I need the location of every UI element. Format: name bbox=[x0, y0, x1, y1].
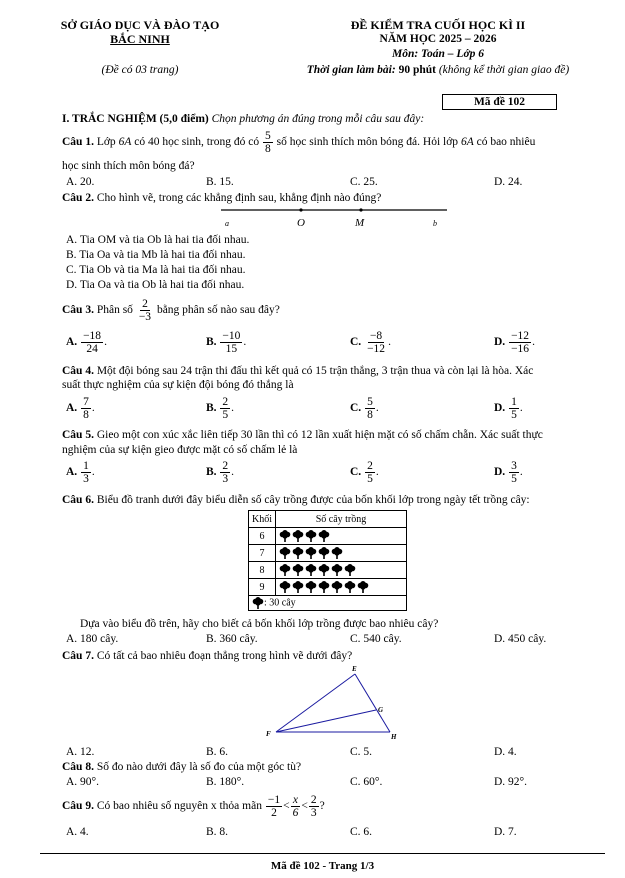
grade-cell: 9 bbox=[249, 579, 276, 596]
question-5-line2: nghiệm của sự kiện gieo được mặt có số chấm lẻ là bbox=[62, 444, 298, 456]
tree-cell bbox=[276, 528, 407, 545]
q8-option-a: A. 90°. bbox=[66, 776, 100, 788]
ray-figure bbox=[215, 204, 455, 230]
tree-icon bbox=[278, 564, 291, 575]
q2-option-b: B. Tia Oa và tia Mb là hai tia đối nhau. bbox=[66, 249, 246, 261]
tree-icon bbox=[356, 581, 369, 592]
q3-option-a: A. $\frac{-18}{24}$ . bbox=[66, 330, 107, 355]
tree-icon bbox=[291, 530, 304, 541]
legend-cell bbox=[249, 596, 407, 611]
question-2: Câu 2. Cho hình vẽ, trong các khẳng định sau, khẳng định nào đúng? bbox=[62, 192, 382, 204]
tree-icon bbox=[251, 597, 264, 608]
q8-option-d: D. 92°. bbox=[494, 776, 528, 788]
q4-option-d: D. $\frac{1}{5}$ . bbox=[494, 396, 523, 421]
page-footer: Mã đề 102 - Trang 1/3 bbox=[270, 860, 375, 872]
grade-cell: 6 bbox=[249, 528, 276, 545]
question-4: Câu 4. Một đội bóng sau 24 trận thi đấu thì kết quả có 15 trận thắng, 3 trận thua và còn lại là hòa. Xác bbox=[62, 365, 534, 377]
q9-option-a: A. 4. bbox=[66, 826, 89, 838]
q8-option-b: B. 180°. bbox=[206, 776, 245, 788]
q9-option-d: D. 7. bbox=[494, 826, 517, 838]
q5-option-d: D. $\frac{3}{5}$ . bbox=[494, 460, 523, 485]
q2-option-d: D. Tia Oa và tia Ob là hai tia đối nhau. bbox=[66, 279, 245, 291]
segment-eh bbox=[355, 674, 390, 732]
tree-icon bbox=[291, 564, 304, 575]
q7-option-a: A. 12. bbox=[66, 746, 95, 758]
label-o: O bbox=[297, 217, 305, 229]
exam-code-box: Mã đề 102 bbox=[442, 94, 557, 110]
head-grade: Khối bbox=[249, 511, 276, 528]
tree-icon bbox=[304, 530, 317, 541]
q1-option-b: B. 15. bbox=[206, 176, 234, 188]
q9-option-c: C. 6. bbox=[350, 826, 373, 838]
q3-option-c: C. $\frac{-8}{-12}$ . bbox=[350, 330, 391, 355]
point-m bbox=[359, 208, 362, 211]
question-4-line2: suất thực nghiệm của sự kiện đội bóng đó thắng là bbox=[62, 379, 294, 391]
label-f: F bbox=[266, 730, 271, 738]
question-3: Câu 3. Phân số $\frac{2}{-3}$ bằng phân số nào sau đây? bbox=[62, 298, 280, 323]
tree-icon bbox=[343, 564, 356, 575]
tree-icon bbox=[304, 547, 317, 558]
section-title: I. TRẮC NGHIỆM (5,0 điểm) Chọn phương án đúng trong mỗi câu sau đây: bbox=[62, 113, 425, 125]
picture-chart bbox=[248, 510, 407, 611]
label-m: M bbox=[355, 217, 365, 229]
time-info: Thời gian làm bài: 90 phút (không kể thời gian giao đề) bbox=[306, 64, 570, 76]
tree-icon bbox=[317, 564, 330, 575]
question-6: Câu 6. Biểu đồ tranh dưới đây biểu diễn số cây trồng được của bốn khối lớp trong ngày tết trồng cây: bbox=[62, 494, 530, 506]
q5-option-a: A. $\frac{1}{3}$ . bbox=[66, 460, 95, 485]
q4-option-c: C. $\frac{5}{8}$ . bbox=[350, 396, 379, 421]
tree-icon bbox=[317, 547, 330, 558]
label-g: G bbox=[378, 706, 384, 714]
label-b: b bbox=[433, 219, 437, 228]
subject: Môn: Toán – Lớp 6 bbox=[391, 48, 484, 60]
q8-option-c: C. 60°. bbox=[350, 776, 383, 788]
tree-icon bbox=[304, 581, 317, 592]
school-year: NĂM HỌC 2025 – 2026 bbox=[379, 33, 497, 45]
fraction: $\frac{2}{-3}$ bbox=[138, 298, 152, 323]
q3-option-b: B. $\frac{-10}{15}$ . bbox=[206, 330, 247, 355]
pages-note: (Đề có 03 trang) bbox=[101, 64, 179, 76]
q5-option-b: B. $\frac{2}{3}$ . bbox=[206, 460, 235, 485]
exam-title: ĐỀ KIỂM TRA CUỐI HỌC KÌ II bbox=[350, 18, 526, 32]
tree-icon bbox=[278, 547, 291, 558]
q2-option-a: A. Tia OM và tia Ob là hai tia đối nhau. bbox=[66, 234, 250, 246]
legend-text: : 30 cây bbox=[264, 597, 296, 609]
tree-icon bbox=[343, 581, 356, 592]
tree-cell bbox=[276, 562, 407, 579]
q7-option-c: C. 5. bbox=[350, 746, 373, 758]
tree-cell bbox=[276, 545, 407, 562]
tree-icon bbox=[330, 564, 343, 575]
grade-cell: 7 bbox=[249, 545, 276, 562]
q7-option-d: D. 4. bbox=[494, 746, 517, 758]
point-o bbox=[299, 208, 302, 211]
q6-option-b: B. 360 cây. bbox=[206, 633, 258, 645]
q1-option-c: C. 25. bbox=[350, 176, 378, 188]
question-1: Câu 1. Lớp 6A có 40 học sinh, trong đó có $\frac{5}{8}$ số học sinh thích môn bóng đá. Hỏi lớp 6A có bao nhiêu bbox=[62, 130, 536, 155]
department-name: SỞ GIÁO DỤC VÀ ĐÀO TẠO bbox=[60, 18, 220, 32]
tree-icon bbox=[291, 547, 304, 558]
footer-rule bbox=[40, 853, 605, 854]
triangle-figure bbox=[258, 662, 406, 744]
tree-icon bbox=[278, 530, 291, 541]
q1-option-d: D. 24. bbox=[494, 176, 523, 188]
question-9: Câu 9. Có bao nhiêu số nguyên x thỏa mãn $\frac{-1}{2}$ < $\frac{x}{6}$ < $\frac{2}{3}$ ? bbox=[62, 793, 325, 819]
tree-icon bbox=[330, 547, 343, 558]
question-8: Câu 8. Số đo nào dưới đây là số đo của một góc tù? bbox=[62, 761, 302, 773]
q6-option-a: A. 180 cây. bbox=[66, 633, 119, 645]
q5-option-c: C. $\frac{2}{5}$ . bbox=[350, 460, 379, 485]
question-6-ask: Dựa vào biểu đồ trên, hãy cho biết cả bốn khối lớp trồng được bao nhiêu cây? bbox=[80, 618, 439, 630]
fraction: $\frac{5}{8}$ bbox=[264, 130, 271, 155]
q6-option-c: C. 540 cây. bbox=[350, 633, 402, 645]
tree-icon bbox=[304, 564, 317, 575]
head-trees: Số cây trồng bbox=[276, 511, 407, 528]
q1-option-a: A. 20. bbox=[66, 176, 95, 188]
tree-icon bbox=[291, 581, 304, 592]
q7-option-b: B. 6. bbox=[206, 746, 229, 758]
tree-icon bbox=[330, 581, 343, 592]
q4-option-b: B. $\frac{2}{5}$ . bbox=[206, 396, 235, 421]
q3-option-d: D. $\frac{-12}{-16}$ . bbox=[494, 330, 535, 355]
province-name: BẮC NINH bbox=[110, 32, 170, 46]
q6-option-d: D. 450 cây. bbox=[494, 633, 547, 645]
picture-table bbox=[248, 510, 407, 611]
tree-icon bbox=[278, 581, 291, 592]
tree-cell bbox=[276, 579, 407, 596]
q4-option-a: A. $\frac{7}{8}$ . bbox=[66, 396, 95, 421]
q2-option-c: C. Tia Ob và tia Ma là hai tia đối nhau. bbox=[66, 264, 246, 276]
q9-option-b: B. 8. bbox=[206, 826, 229, 838]
question-1-line2: học sinh thích môn bóng đá? bbox=[62, 160, 195, 172]
question-5: Câu 5. Gieo một con xúc xắc liên tiếp 30 lần thì có 12 lần xuất hiện mặt có số chấm chẵn. Xác suất thực bbox=[62, 429, 543, 441]
label-a: a bbox=[225, 219, 229, 228]
label-h: H bbox=[391, 733, 397, 741]
grade-cell: 8 bbox=[249, 562, 276, 579]
question-7: Câu 7. Có tất cả bao nhiêu đoạn thẳng trong hình vẽ dưới đây? bbox=[62, 650, 353, 662]
tree-icon bbox=[317, 530, 330, 541]
tree-icon bbox=[317, 581, 330, 592]
label-e: E bbox=[352, 665, 357, 673]
